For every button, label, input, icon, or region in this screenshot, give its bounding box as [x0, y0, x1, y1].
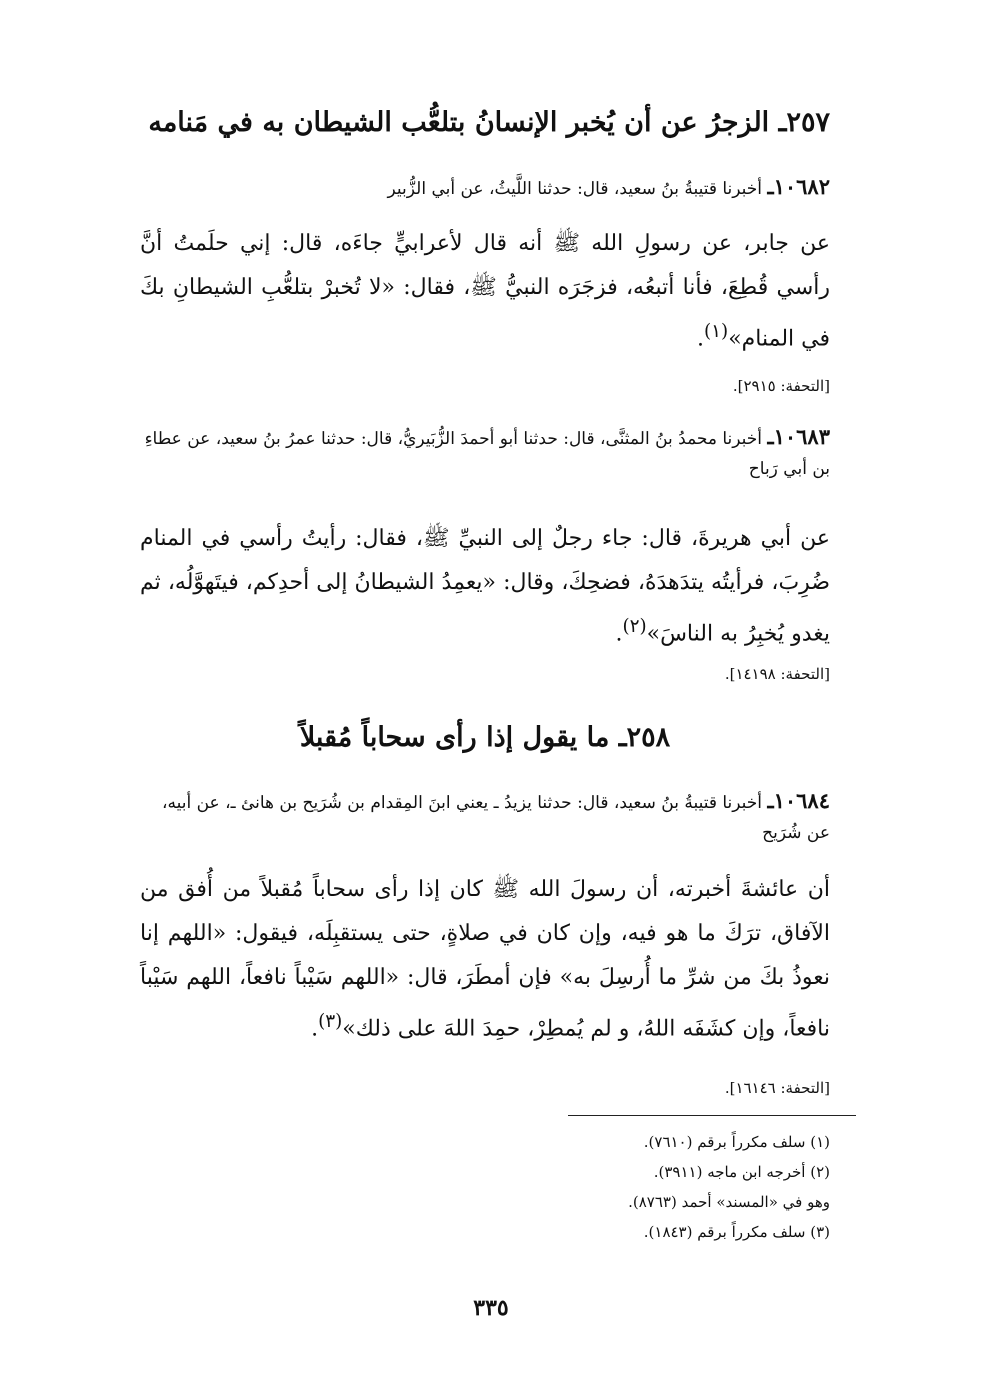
hadith-number: ١٠٦٨٢ـ	[767, 174, 830, 199]
tuhfa-reference: [التحفة: ٢٩١٥].	[732, 377, 830, 395]
hadith-matn: عن جابر، عن رسولِ الله ﷺ أنه قال لأعرابيٍّ جاءَه، قال: إني حلَمتُ أنَّ رأسي قُطِعَ، فأنا أتبعُه، فزجَرَه النبيُّ ﷺ، فقال: «لا تُخبرْ بتلعُّبِ الشيطانِ بكَ في المنام»$^{(١)}$.	[140, 231, 830, 352]
chapter-title: ٢٥٧ـ الزجرُ عن أن يُخبر الإنسانُ بتلعُّب الشيطان به في مَنامه	[148, 107, 830, 138]
matn-text: عن أبي هريرةَ، قال: جاء رجلٌ إلى النبيِّ ﷺ، فقال: رأيتُ رأسي في المنام ضُرِبَ، فرأيتُه يتدَهدَهُ، فضحِكَ، وقال: «يعمِدُ الشيطانُ إلى أحدِكم، فيتَهوَّلُه، ثم يغدو يُخبِرُ به الناسَ»	[140, 526, 830, 647]
footnotes	[540, 1127, 830, 1247]
footnote: وهو في «المسند» أحمد (٨٧٦٣).	[628, 1193, 830, 1211]
isnad-text: أخبرنا قتيبةُ بنُ سعيد، قال: حدثنا اللَّيثُ، عن أبي الزُّبير	[387, 179, 768, 199]
isnad-text: أخبرنا قتيبةُ بنُ سعيد، قال: حدثنا يزيدُ ـ يعني ابنَ المِقدام بن شُرَيح بن هانئ ـ، عن أبيه، عن شُرَيح	[162, 793, 830, 843]
footnote-ref: (١)	[704, 321, 729, 342]
tuhfa-reference: [التحفة: ١٦١٤٦].	[724, 1079, 830, 1097]
page-number: ٣٣٥	[473, 1295, 509, 1321]
tuhfa-reference: [التحفة: ١٤١٩٨].	[724, 665, 830, 683]
chapter-title: ٢٥٨ـ ما يقول إذا رأى سحاباً مُقبلاً	[299, 722, 671, 753]
hadith-number: ١٠٦٨٣ـ	[767, 424, 830, 449]
isnad-text: أخبرنا محمدُ بنُ المثنَّى، قال: حدثنا أبو أحمدَ الزُّبَيريُّ، قال: حدثنا عمرُ بنُ سعيد، عن عطاءِ بن أبي رَباح	[144, 429, 830, 479]
footnote-separator	[568, 1115, 856, 1116]
hadith-isnad	[140, 422, 830, 484]
matn-text: عن جابر، عن رسولِ الله ﷺ أنه قال لأعرابيٍّ جاءَه، قال: إني حلَمتُ أنَّ رأسي قُطِعَ، فأنا أتبعُه، فزجَرَه النبيُّ ﷺ، فقال: «لا تُخبرْ بتلعُّبِ الشيطانِ بكَ في المنام»	[140, 231, 830, 352]
hadith-isnad	[140, 786, 830, 848]
footnote: (٣) سلف مكرراً برقم (١٨٤٣).	[643, 1223, 830, 1241]
hadith-isnad	[140, 172, 830, 204]
matn-text: أن عائشةَ أخبرته، أن رسولَ الله ﷺ كان إذا رأى سحاباً مُقبلاً من أُفق من الآفاق، ترَكَ ما هو فيه، وإن كان في صلاةٍ، حتى يستقبِلَه، فيقول: «اللهم إنا نعوذُ بكَ من شرِّ ما أُرسِلَ به» فإن أمطَرَ، قال: «اللهم سَيْباً نافعاً، اللهم سَيْباً نافعاً، وإن كشَفَه اللهُ، و لم يُمطِرْ، حمِدَ اللهَ على ذلك»	[140, 877, 830, 1042]
footnote: (٢) أخرجه ابن ماجه (٣٩١١).	[653, 1163, 830, 1181]
hadith-matn: عن أبي هريرةَ، قال: جاء رجلٌ إلى النبيِّ ﷺ، فقال: رأيتُ رأسي في المنام ضُرِبَ، فرأيتُه يتدَهدَهُ، فضحِكَ، وقال: «يعمِدُ الشيطانُ إلى أحدِكم، فيتَهوَّلُه، ثم يغدو يُخبِرُ به الناسَ»$^{(٢)}$.	[140, 526, 830, 647]
footnote: (١) سلف مكرراً برقم (٧٦١٠).	[643, 1133, 830, 1151]
hadith-matn: أن عائشةَ أخبرته، أن رسولَ الله ﷺ كان إذا رأى سحاباً مُقبلاً من أُفق من الآفاق، ترَكَ ما هو فيه، وإن كان في صلاةٍ، حتى يستقبِلَه، فيقول: «اللهم إنا نعوذُ بكَ من شرِّ ما أُرسِلَ به» فإن أمطَرَ، قال: «اللهم سَيْباً نافعاً، اللهم سَيْباً نافعاً، وإن كشَفَه اللهُ، و لم يُمطِرْ، حمِدَ اللهَ على ذلك»$^{(٣)}$.	[140, 877, 830, 1042]
footnote-ref: (٣)	[318, 1011, 343, 1032]
hadith-number: ١٠٦٨٤ـ	[767, 788, 830, 813]
footnote-ref: (٢)	[622, 616, 647, 637]
